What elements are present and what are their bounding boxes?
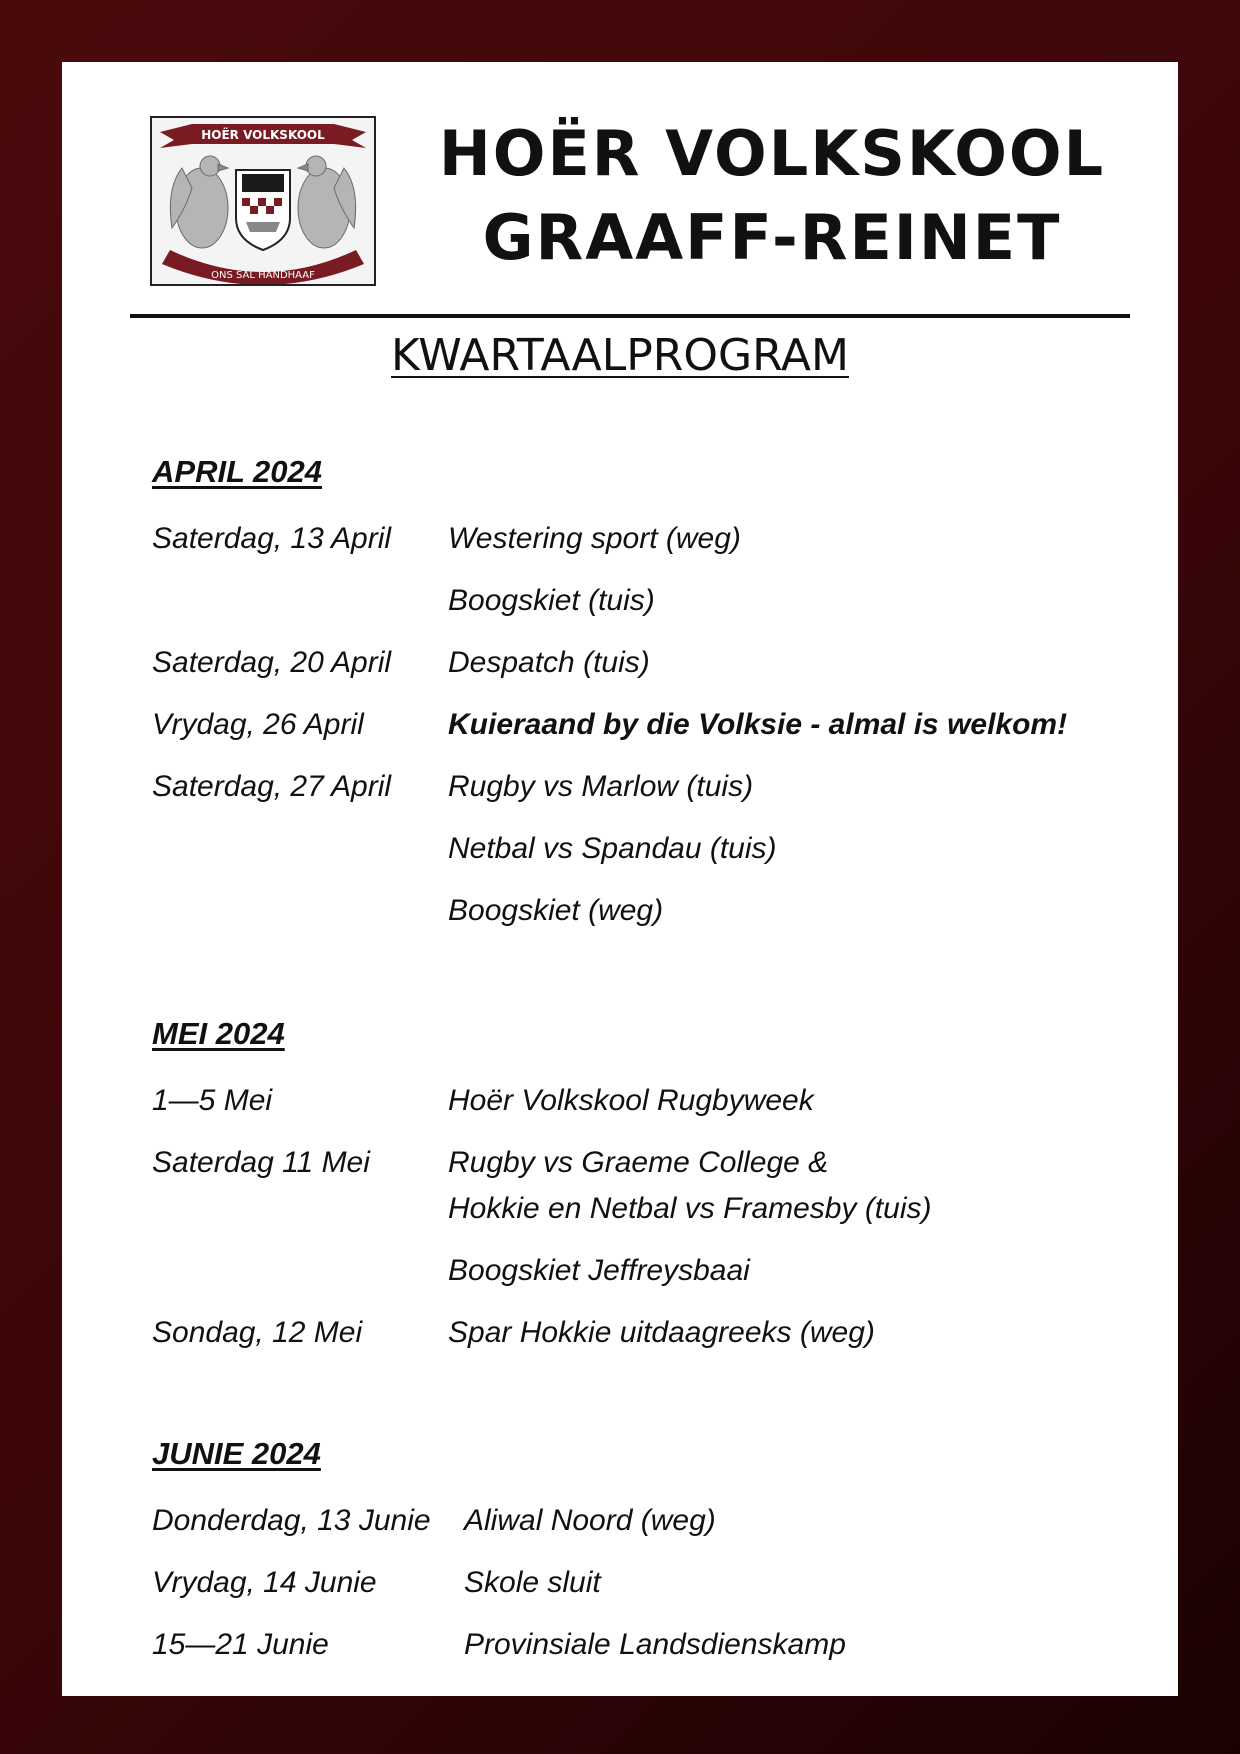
crest-emblem — [152, 118, 374, 284]
crest-motto: ONS SAL HANDHAAF — [211, 270, 315, 281]
school-name-line2: GRAAFF-REINET — [482, 201, 1062, 274]
header-divider — [130, 314, 1130, 318]
event-date: Saterdag 11 Mei — [152, 1146, 370, 1179]
month-heading-april: APRIL 2024 — [152, 454, 323, 489]
event-description-highlight: Kuieraand by die Volksie - almal is welkom! — [448, 708, 1068, 741]
school-name-line1: HOËR VOLKSKOOL — [438, 117, 1106, 190]
event-description: Netbal vs Spandau (tuis) — [448, 832, 777, 865]
event-description: Westering sport (weg) — [448, 522, 741, 555]
event-description: Hoër Volkskool Rugbyweek — [448, 1084, 814, 1117]
program-page — [62, 62, 1178, 1696]
school-crest — [150, 116, 376, 286]
event-description: Boogskiet Jeffreysbaai — [448, 1254, 750, 1287]
event-description: Boogskiet (weg) — [448, 894, 664, 927]
event-date: Saterdag, 13 April — [152, 522, 392, 555]
event-date: Sondag, 12 Mei — [152, 1316, 363, 1349]
event-description: Spar Hokkie uitdaagreeks (weg) — [448, 1316, 875, 1349]
event-date: Vrydag, 26 April — [152, 708, 364, 741]
page-title — [62, 330, 1178, 381]
event-description: Provinsiale Landsdienskamp — [464, 1628, 846, 1661]
event-description: Despatch (tuis) — [448, 646, 650, 679]
event-date: Vrydag, 14 Junie — [152, 1566, 377, 1599]
school-name — [432, 112, 1112, 280]
event-date: 1—5 Mei — [152, 1084, 273, 1117]
event-description: Rugby vs Marlow (tuis) — [448, 770, 754, 803]
event-description: Skole sluit — [464, 1566, 601, 1599]
event-date: Saterdag, 20 April — [152, 646, 392, 679]
event-description: Boogskiet (tuis) — [448, 584, 655, 617]
crest-banner-text: HOËR VOLKSKOOL — [201, 128, 325, 142]
month-heading-junie: JUNIE 2024 — [152, 1436, 321, 1471]
month-heading-mei: MEI 2024 — [152, 1016, 285, 1051]
event-date: 15—21 Junie — [152, 1628, 329, 1661]
event-date: Donderdag, 13 Junie — [152, 1504, 431, 1537]
event-description: Rugby vs Graeme College & — [448, 1146, 829, 1179]
event-description-line2: Hokkie en Netbal vs Framesby (tuis) — [448, 1192, 932, 1225]
event-date: Saterdag, 27 April — [152, 770, 392, 803]
event-description: Aliwal Noord (weg) — [464, 1504, 716, 1537]
page-title-text: KWARTAALPROGRAM — [391, 330, 849, 381]
